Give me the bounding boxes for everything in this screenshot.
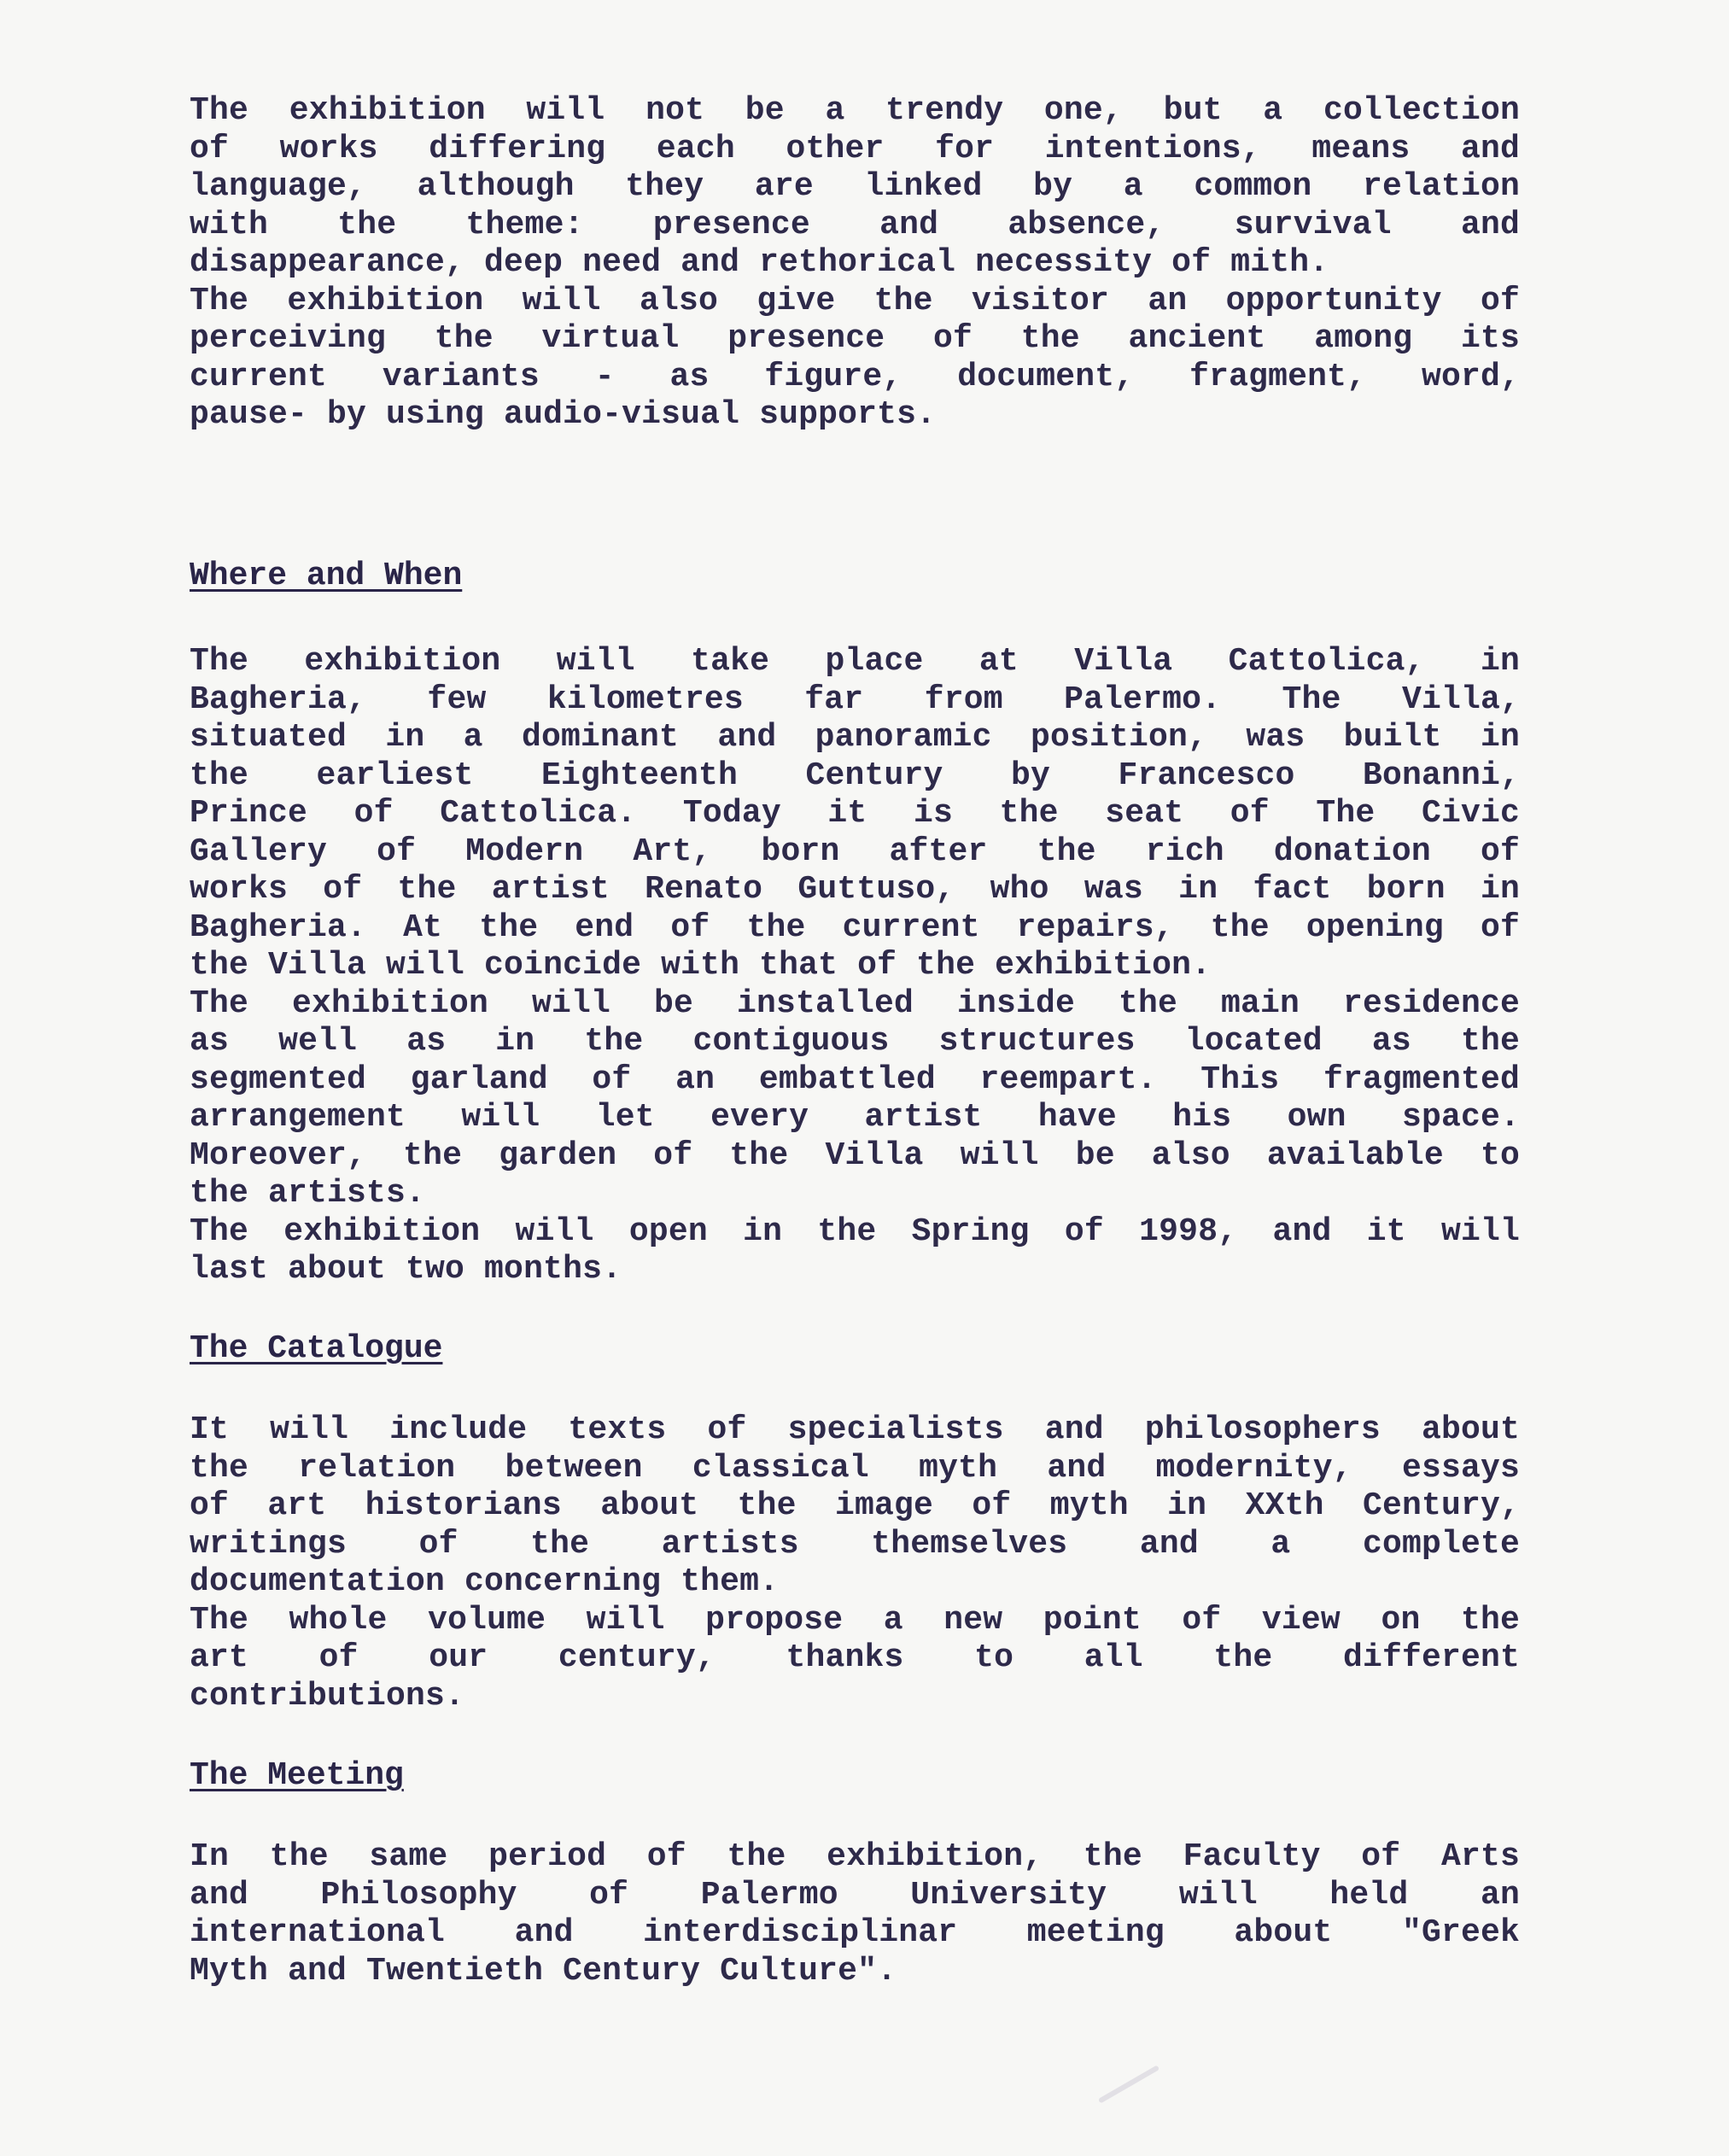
text-line: Bagheria, few kilometres far from Palermo. The Villa, <box>190 681 1520 718</box>
text-line: Prince of Cattolica. Today it is the seat of The Civic <box>190 795 1520 832</box>
intro-paragraph <box>190 92 1520 435</box>
text-line: The exhibition will be installed inside the main residence <box>190 985 1520 1022</box>
text-line: last about two months. <box>190 1251 622 1288</box>
text-line: and Philosophy of Palermo University will held an <box>190 1876 1520 1914</box>
text-line: The exhibition will open in the Spring of 1998, and it will <box>190 1212 1520 1250</box>
catalogue-paragraph <box>190 1411 1520 1715</box>
text-line: writings of the artists themselves and a complete <box>190 1525 1520 1563</box>
text-line: The exhibition will also give the visitor an opportunity of <box>190 282 1520 319</box>
text-line: international and interdisciplinar meeting about "Greek <box>190 1914 1520 1951</box>
text-line: arrangement will let every artist have his own space. <box>190 1099 1520 1136</box>
text-line: pause- by using audio-visual supports. <box>190 396 937 433</box>
section-heading-where-and-when: Where and When <box>190 558 463 594</box>
text-line: contributions. <box>190 1677 465 1715</box>
text-line: of works differing each other for intentions, means and <box>190 130 1520 167</box>
text-line: as well as in the contiguous structures located as the <box>190 1023 1520 1060</box>
text-line: Gallery of Modern Art, born after the rich donation of <box>190 833 1520 870</box>
text-line: current variants - as figure, document, fragment, word, <box>190 358 1520 395</box>
text-line: It will include texts of specialists and philosophers about <box>190 1411 1520 1448</box>
text-line: documentation concerning them. <box>190 1563 780 1600</box>
text-line: The exhibition will take place at Villa Cattolica, in <box>190 643 1520 680</box>
text-line: with the theme: presence and absence, survival and <box>190 206 1520 243</box>
text-line: Moreover, the garden of the Villa will be also available to <box>190 1136 1520 1174</box>
text-line: situated in a dominant and panoramic position, was built in <box>190 719 1520 756</box>
text-line: Myth and Twentieth Century Culture". <box>190 1952 897 1989</box>
text-line: works of the artist Renato Guttuso, who was in fact born in <box>190 871 1520 908</box>
text-line: segmented garland of an embattled reempart. This fragmented <box>190 1060 1520 1098</box>
text-line: the relation between classical myth and modernity, essays <box>190 1449 1520 1487</box>
text-line: the artists. <box>190 1175 426 1212</box>
text-line: The exhibition will not be a trendy one, but a collection <box>190 92 1520 129</box>
section-heading-the-catalogue: The Catalogue <box>190 1330 443 1367</box>
where-and-when-paragraph <box>190 643 1520 1289</box>
text-line: In the same period of the exhibition, the Faculty of Arts <box>190 1838 1520 1875</box>
paper-smudge-mark <box>1098 2065 1159 2103</box>
text-line: art of our century, thanks to all the different <box>190 1639 1520 1676</box>
text-line: of art historians about the image of myth in XXth Century, <box>190 1487 1520 1524</box>
text-line: Bagheria. At the end of the current repairs, the opening of <box>190 909 1520 946</box>
text-line: the earliest Eighteenth Century by Francesco Bonanni, <box>190 757 1520 794</box>
text-line: The whole volume will propose a new point of view on the <box>190 1601 1520 1639</box>
text-line: disappearance, deep need and rethorical necessity of mith. <box>190 244 1329 281</box>
meeting-paragraph <box>190 1838 1520 1990</box>
text-line: language, although they are linked by a common relation <box>190 168 1520 205</box>
text-line: perceiving the virtual presence of the ancient among its <box>190 320 1520 357</box>
text-line: the Villa will coincide with that of the exhibition. <box>190 947 1212 984</box>
section-heading-the-meeting: The Meeting <box>190 1757 404 1794</box>
